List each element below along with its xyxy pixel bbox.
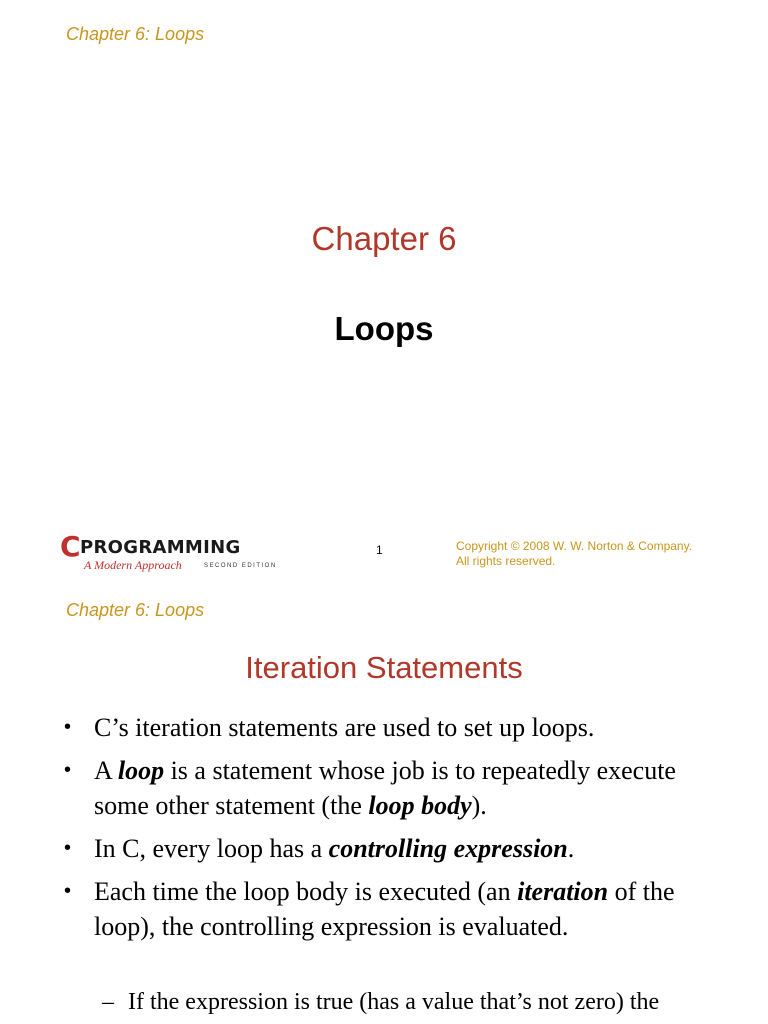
chapter-header: Chapter 6: Loops bbox=[66, 24, 205, 44]
sub-bullet-dash: – bbox=[102, 989, 114, 1015]
logo-word: PROGRAMMING bbox=[80, 537, 241, 558]
term-loop-body: loop body bbox=[368, 791, 472, 820]
sub-bullet-text: If the expression is true (has a value that’s not zero) the bbox=[128, 989, 660, 1015]
bullet-dot: • bbox=[64, 880, 72, 902]
bullet-text: C’s iteration statements are used to set up loops. bbox=[94, 713, 595, 742]
term-controlling-expression: controlling expression bbox=[328, 834, 568, 863]
term-iteration: iteration bbox=[517, 877, 609, 906]
bullet-text: of the loop), the controlling expression is evaluated. bbox=[94, 877, 675, 941]
logo-letter: C bbox=[60, 530, 81, 563]
c-programming-logo bbox=[60, 530, 290, 576]
bullet-text: In C, every loop has a bbox=[94, 834, 329, 863]
copyright-notice bbox=[456, 539, 756, 569]
bullet-text: A bbox=[94, 756, 118, 785]
content-slide bbox=[0, 576, 768, 1024]
term-loop: loop bbox=[117, 756, 165, 785]
chapter-title: Chapter 6 bbox=[311, 220, 457, 257]
chapter-header: Chapter 6: Loops bbox=[66, 600, 205, 620]
bullet-text: Each time the loop body is executed (an bbox=[94, 877, 518, 906]
copyright-line-1: Copyright © 2008 W. W. Norton & Company. bbox=[456, 539, 693, 553]
logo-tagline: A Modern Approach bbox=[84, 558, 182, 572]
sub-bullet-item bbox=[102, 986, 742, 1018]
bullet-item bbox=[62, 831, 722, 866]
bullet-dot: • bbox=[64, 759, 72, 781]
bullet-item bbox=[62, 753, 722, 823]
slide-title: Iteration Statements bbox=[245, 650, 523, 685]
chapter-subtitle: Loops bbox=[334, 310, 434, 347]
page-number: 1 bbox=[376, 543, 383, 557]
logo-edition: SECOND EDITION bbox=[204, 563, 277, 569]
bullet-list bbox=[62, 710, 722, 952]
copyright-line-2: All rights reserved. bbox=[456, 554, 556, 568]
bullet-dot: • bbox=[64, 837, 72, 859]
bullet-item bbox=[62, 710, 722, 745]
bullet-text: ). bbox=[471, 791, 487, 820]
bullet-item bbox=[62, 874, 722, 944]
bullet-text: is a statement whose job is to repeatedly execute some other statement (the bbox=[94, 756, 676, 820]
bullet-text: . bbox=[567, 834, 575, 863]
bullet-dot: • bbox=[64, 716, 72, 738]
